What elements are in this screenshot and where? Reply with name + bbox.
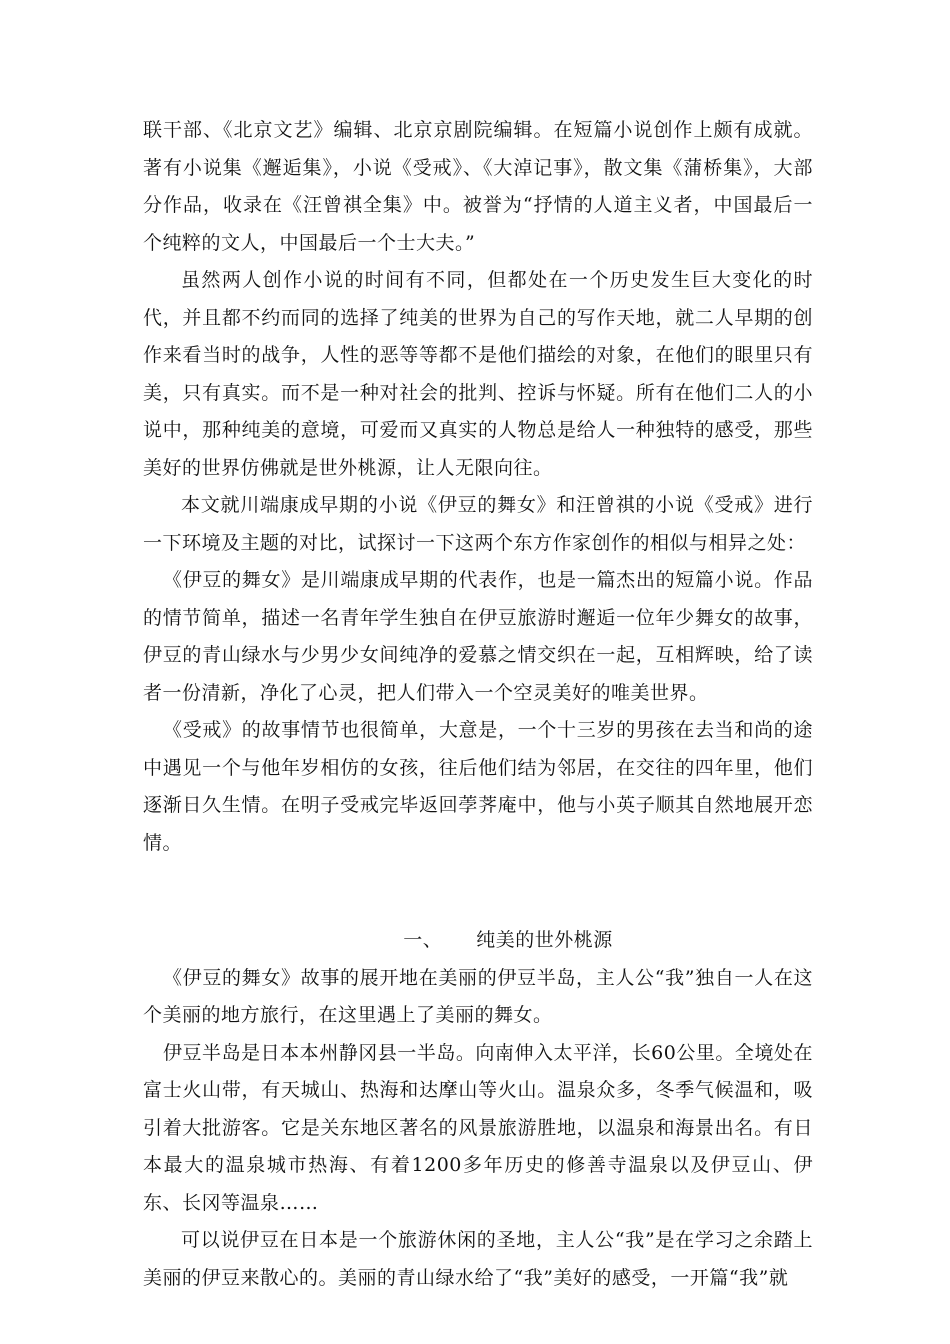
paragraph-izu-dancer-summary: 《伊豆的舞女》是川端康成早期的代表作，也是一篇杰出的短篇小说。作品的情节简单，描述一名青年学生独自在伊豆旅游时邂逅一位年少舞女的故事，伊豆的青山绿水与少男少女间纯净的爱慕之情交织在一起，互相辉映，给了读者一份清新，净化了心灵，把人们带入一个空灵美好的唯美世界。 (143, 569, 813, 704)
section-title: 纯美的世外桃源 (476, 929, 613, 951)
document-body (143, 112, 813, 1297)
paragraph-izu-leisure: 可以说伊豆在日本是一个旅游休闲的圣地，主人公“我”是在学习之余踏上美丽的伊豆来散心的。美丽的青山绿水给了“我”美好的感受，一开篇“我”就 (143, 1229, 813, 1289)
paragraph-shoujie-summary: 《受戒》的故事情节也很简单，大意是，一个十三岁的男孩在去当和尚的途中遇见一个与他年岁相仿的女孩，往后他们结为邻居，在交往的四年里，他们逐渐日久生情。在明子受戒完毕返回荸荠庵中，他与小英子顺其自然地展开恋情。 (143, 719, 813, 854)
section-number: 一、 (403, 929, 443, 951)
paragraph-essay-purpose: 本文就川端康成早期的小说《伊豆的舞女》和汪曾祺的小说《受戒》进行一下环境及主题的对比，试探讨一下这两个东方作家创作的相似与相异之处： (143, 494, 813, 554)
paragraph-izu-peninsula-facts: 伊豆半岛是日本本州静冈县一半岛。向南伸入太平洋，长60公里。全境处在富士火山带，有天城山、热海和达摩山等火山。温泉众多，冬季气候温和，吸引着大批游客。它是关东地区著名的风景旅游胜地，以温泉和海景出名。有日本最大的温泉城市热海、有着1200多年历史的修善寺温泉以及伊豆山、伊东、长冈等温泉…… (143, 1041, 813, 1214)
section-heading (143, 922, 813, 960)
section-spacer (143, 862, 813, 922)
paragraph-izu-setting: 《伊豆的舞女》故事的展开地在美丽的伊豆半岛，主人公“我”独自一人在这个美丽的地方旅行，在这里遇上了美丽的舞女。 (143, 966, 813, 1026)
paragraph-shared-era: 虽然两人创作小说的时间有不同，但都处在一个历史发生巨大变化的时代，并且都不约而同的选择了纯美的世界为自己的写作天地，就二人早期的创作来看当时的战争，人性的恶等等都不是他们描绘的对象，在他们的眼里只有美，只有真实。而不是一种对社会的批判、控诉与怀疑。所有在他们二人的小说中，那种纯美的意境，可爱而又真实的人物总是给人一种独特的感受，那些美好的世界仿佛就是世外桃源，让人无限向往。 (143, 269, 813, 479)
paragraph-author-bio: 联干部、《北京文艺》编辑、北京京剧院编辑。在短篇小说创作上颇有成就。著有小说集《邂逅集》，小说《受戒》、《大淖记事》，散文集《蒲桥集》，大部分作品，收录在《汪曾祺全集》中。被誉为“抒情的人道主义者，中国最后一个纯粹的文人，中国最后一个士大夫。” (143, 119, 813, 254)
